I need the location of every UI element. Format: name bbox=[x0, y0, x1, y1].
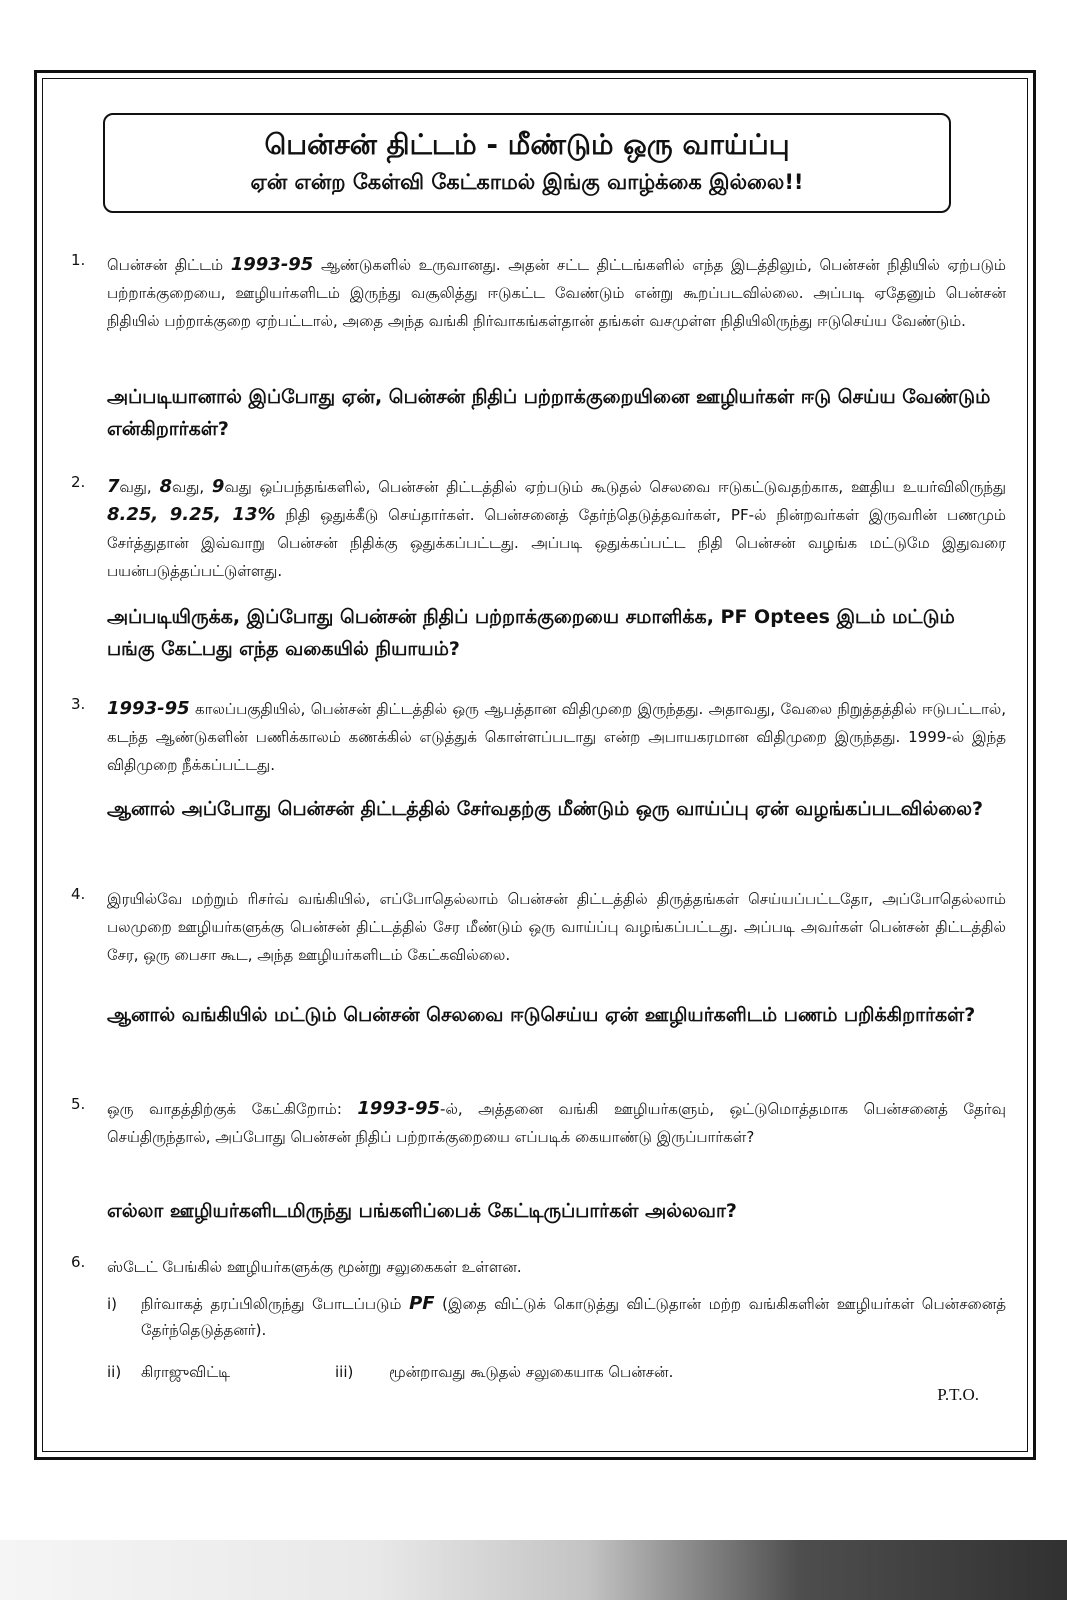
item-number: 3. bbox=[71, 695, 86, 713]
item-question: அப்படியானால் இப்போது ஏன், பென்சன் நிதிப் பற்றாக்குறையினை ஊழியர்கள் ஈடு செய்ய வேண்டும் என்கிறார்கள்? bbox=[107, 386, 991, 440]
item-number: 5. bbox=[71, 1095, 86, 1113]
item-question: ஆனால் அப்போது பென்சன் திட்டத்தில் சேர்வதற்கு மீண்டும் ஒரு வாய்ப்பு ஏன் வழங்கப்படவில்லை? bbox=[107, 798, 984, 820]
item-paragraph: 7வது, 8வது, 9வது ஒப்பந்தங்களில், பென்சன் திட்டத்தில் ஏற்படும் கூடுதல் செலவை ஈடுகட்டுவதற்காக, ஊதிய உயர்விலிருந்து 8.25, 9.25, 13% நிதி ஒதுக்கீடு செய்தார்கள். பென்சனைத் தேர்ந்தெடுத்தவர்கள், PF-ல் நின்றவர்கள் இருவரின் பணமும் சேர்த்துதான் இவ்வாறு பென்சன் நிதிக்கு ஒதுக்கப்பட்டது. அப்படி ஒதுக்கப்பட்ட நிதி பென்சன் வழங்க மட்டுமே இதுவரை பயன்படுத்தப்பட்டுள்ளது. bbox=[107, 476, 1006, 580]
item-paragraph: ஸ்டேட் பேங்கில் ஊழியர்களுக்கு மூன்று சலுகைகள் உள்ளன. bbox=[107, 1258, 522, 1276]
sub-item-label: iii) bbox=[335, 1363, 354, 1381]
sub-item-label: i) bbox=[107, 1295, 118, 1313]
page-subtitle: ஏன் என்ற கேள்வி கேட்காமல் இங்கு வாழ்க்கை இல்லை!! bbox=[250, 170, 804, 194]
sub-item-i: நிர்வாகத் தரப்பிலிருந்து போடப்படும் PF (இதை விட்டுக் கொடுத்து விட்டுதான் மற்ற வங்கிகளின் ஊழியர்கள் பென்சனைத் தேர்ந்தெடுத்தனர்). bbox=[141, 1293, 1007, 1339]
title-box bbox=[103, 113, 951, 213]
item-number: 6. bbox=[71, 1253, 86, 1271]
item-number: 4. bbox=[71, 885, 86, 903]
item-number: 2. bbox=[71, 473, 86, 491]
item-paragraph: பென்சன் திட்டம் 1993-95 ஆண்டுகளில் உருவானது. அதன் சட்ட திட்டங்களில் எந்த இடத்திலும், பென்சன் நிதியில் ஏற்படும் பற்றாக்குறையை, ஊழியர்களிடம் இருந்து வசூலித்து ஈடுகட்ட வேண்டும் என்று கூறப்படவில்லை. அப்படி ஏதேனும் பென்சன் நிதியில் பற்றாக்குறை ஏற்பட்டால், அதை அந்த வங்கி நிர்வாகங்கள்தான் தங்கள் வசமுள்ள நிதியிலிருந்து ஈடுசெய்ய வேண்டும். bbox=[107, 254, 1006, 330]
item-paragraph: ஒரு வாதத்திற்குக் கேட்கிறோம்: 1993-95-ல், அத்தனை வங்கி ஊழியர்களும், ஒட்டுமொத்தமாக பென்சனைத் தேர்வு செய்திருந்தால், அப்போது பென்சன் நிதிப் பற்றாக்குறையை எப்படிக் கையாண்டு இருப்பார்கள்? bbox=[107, 1098, 1006, 1146]
page-title: பென்சன் திட்டம் - மீண்டும் ஒரு வாய்ப்பு bbox=[264, 128, 790, 161]
sub-item-ii: கிராஜுவிட்டி bbox=[141, 1363, 231, 1381]
page-frame bbox=[34, 70, 1036, 1460]
item-paragraph: இரயில்வே மற்றும் ரிசர்வ் வங்கியில், எப்போதெல்லாம் பென்சன் திட்டத்தில் திருத்தங்கள் செய்யப்பட்டதோ, அப்போதெல்லாம் பலமுறை ஊழியர்களுக்கு பென்சன் திட்டத்தில் சேர மீண்டும் ஒரு வாய்ப்பு வழங்கப்பட்டது. அப்படி அவர்கள் பென்சன் திட்டத்தில் சேர, ஒரு பைசா கூட, அந்த ஊழியர்களிடம் கேட்கவில்லை. bbox=[107, 890, 1006, 964]
pto-label: P.T.O. bbox=[937, 1385, 979, 1404]
item-question: ஆனால் வங்கியில் மட்டும் பென்சன் செலவை ஈடுசெய்ய ஏன் ஊழியர்களிடம் பணம் பறிக்கிறார்கள்? bbox=[107, 1004, 976, 1026]
item-paragraph: 1993-95 காலப்பகுதியில், பென்சன் திட்டத்தில் ஒரு ஆபத்தான விதிமுறை இருந்தது. அதாவது, வேலை நிறுத்தத்தில் ஈடுபட்டால், கடந்த ஆண்டுகளின் பணிக்காலம் கணக்கில் எடுத்துக் கொள்ளப்படாது என்ற அபாயகரமான விதிமுறை இருந்தது. 1999-ல் இந்த விதிமுறை நீக்கப்பட்டது. bbox=[107, 698, 1006, 774]
scan-artifact-strip bbox=[0, 1540, 1067, 1600]
sub-item-iii: மூன்றாவது கூடுதல் சலுகையாக பென்சன். bbox=[389, 1363, 674, 1381]
item-question: எல்லா ஊழியர்களிடமிருந்து பங்களிப்பைக் கேட்டிருப்பார்கள் அல்லவா? bbox=[107, 1200, 737, 1222]
item-number: 1. bbox=[71, 251, 86, 269]
sub-item-label: ii) bbox=[107, 1363, 122, 1381]
item-question: அப்படியிருக்க, இப்போது பென்சன் நிதிப் பற்றாக்குறையை சமாளிக்க, PF Optees இடம் மட்டும் பங்கு கேட்பது எந்த வகையில் நியாயம்? bbox=[107, 606, 955, 660]
